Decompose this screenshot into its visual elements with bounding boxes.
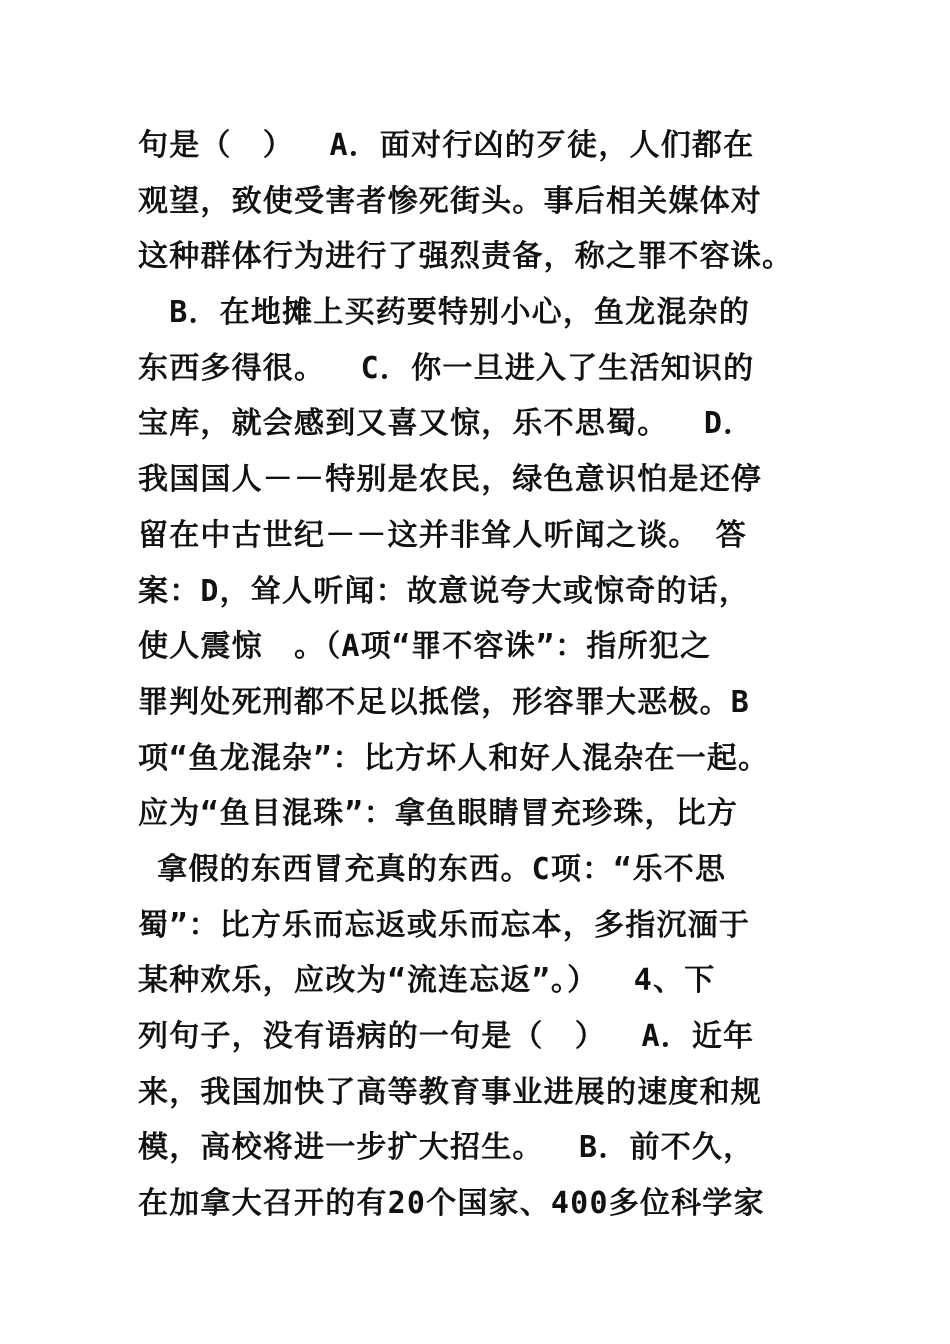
text-line: 这种群体行为进行了强烈责备，称之罪不容诛。: [138, 239, 794, 275]
text-line: 罪判处死刑都不足以抵偿，形容罪大恶极。B: [138, 684, 751, 720]
text-line: 应为“鱼目混珠”：拿鱼眼睛冒充珍珠，比方: [138, 796, 739, 832]
text-line: B．在地摊上买药要特别小心，鱼龙混杂的: [138, 295, 751, 331]
text-line: 宝库，就会感到又喜又惊，乐不思蜀。 D．: [138, 406, 755, 442]
text-line: 项“鱼龙混杂”：比方坏人和好人混杂在一起。: [138, 740, 770, 776]
text-line: 来，我国加快了高等教育事业进展的速度和规: [138, 1074, 762, 1110]
text-line: 我国国人－－特别是农民，绿色意识怕是还停: [138, 462, 762, 498]
text-line: 蜀”：比方乐而忘返或乐而忘本，多指沉湎于: [138, 907, 751, 943]
text-line: 拿假的东西冒充真的东西。C项：“乐不思: [138, 851, 727, 887]
text-line: 列句子，没有语病的一句是（ ） A．近年: [138, 1019, 755, 1054]
text-line: 在加拿大召开的有20个国家、400多位科学家: [138, 1186, 765, 1222]
text-line: 东西多得很。 C．你一旦进入了生活知识的: [138, 350, 755, 386]
text-line: 案：D，耸人听闻：故意说夸大或惊奇的话，: [138, 573, 751, 609]
text-line: 留在中古世纪－－这并非耸人听闻之谈。 答: [138, 517, 747, 553]
text-line: 使人震惊 。（A项“罪不容诛”：指所犯之: [138, 629, 712, 665]
document-body: [0, 118, 950, 1232]
text-line: 观望，致使受害者惨死街头。事后相关媒体对: [138, 183, 762, 219]
text-line: 某种欢乐，应改为“流连忘返”。） 4、下: [138, 963, 716, 999]
text-line: 模，高校将进一步扩大招生。 B．前不久，: [138, 1130, 755, 1166]
text-line: 句是（ ） A．面对行凶的歹徒，人们都在: [138, 128, 755, 163]
